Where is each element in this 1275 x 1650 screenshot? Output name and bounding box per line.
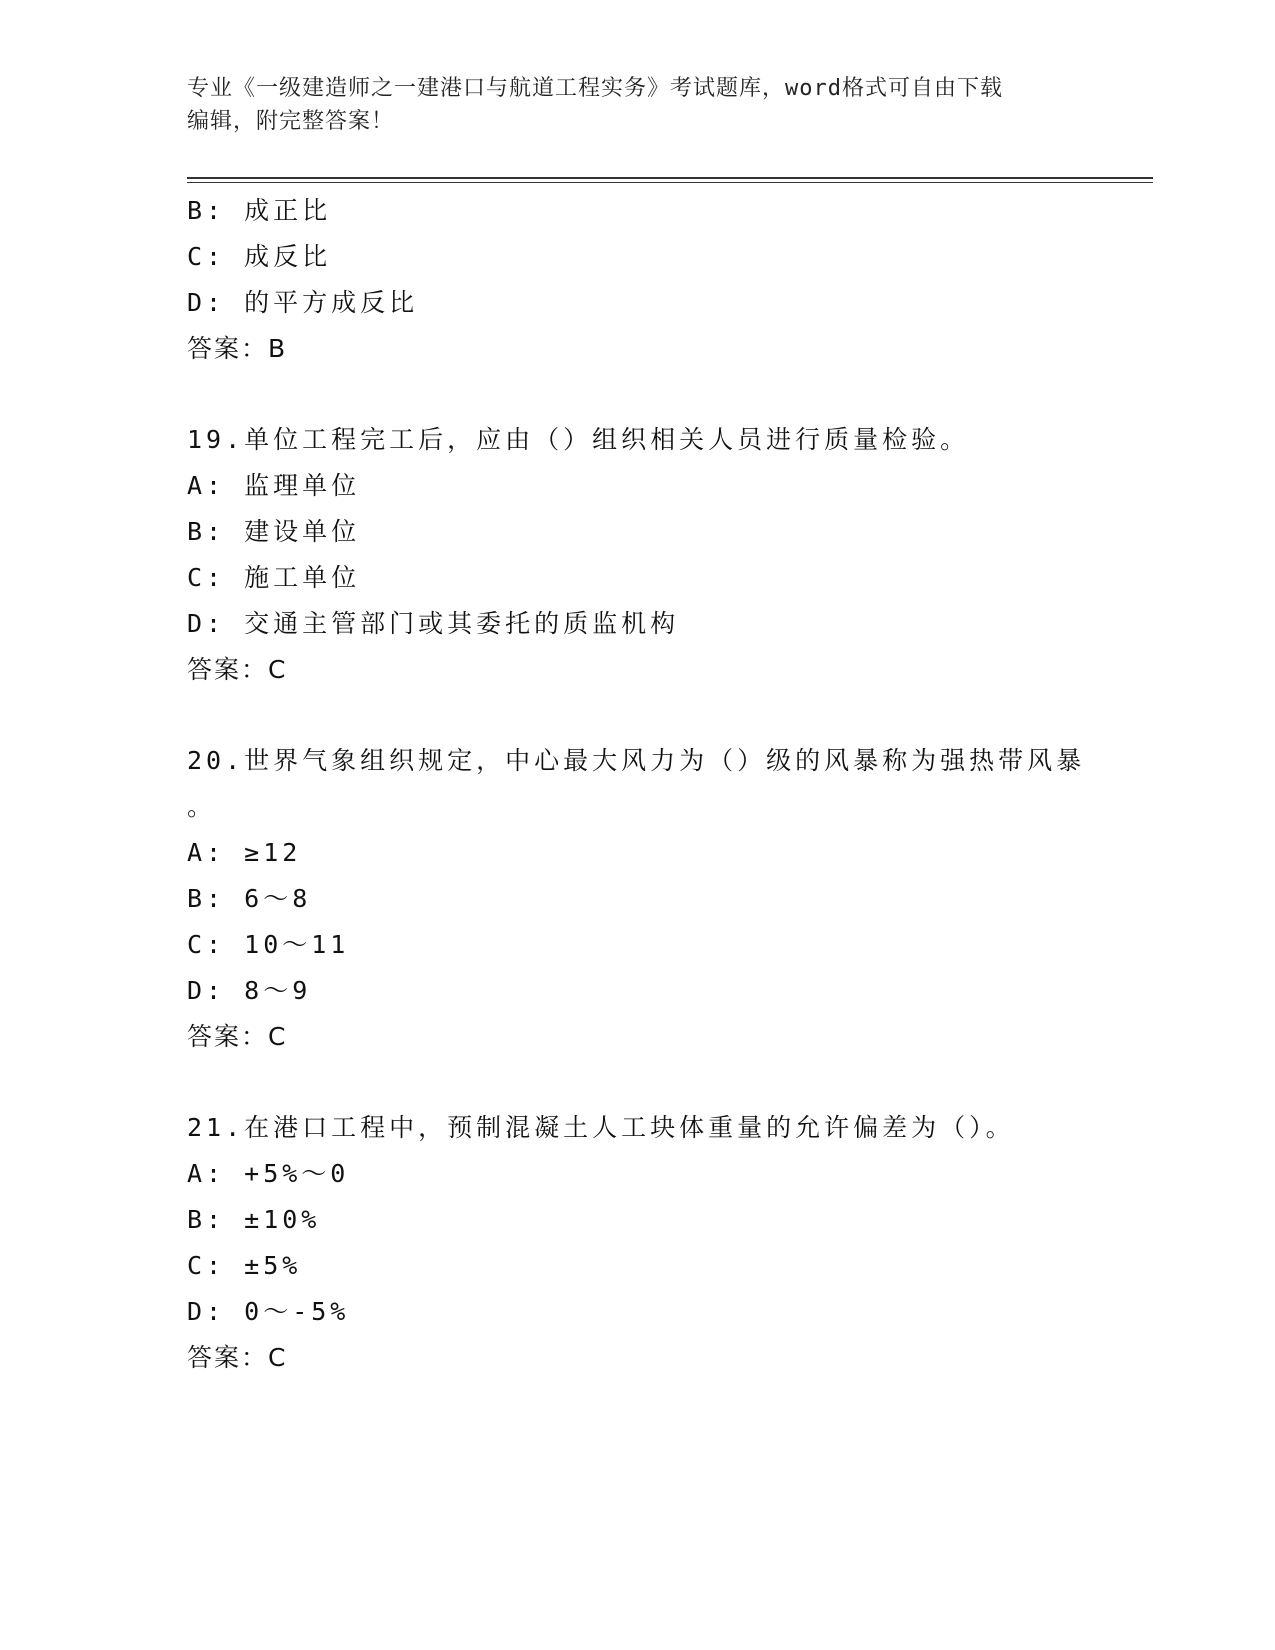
question-list [187, 188, 1147, 1381]
option-d: D: 的平方成反比 [187, 288, 419, 317]
option-c: C: 施工单位 [187, 563, 361, 592]
header-line-2: 编辑，附完整答案！ [187, 109, 395, 134]
option-c: C: 10～11 [187, 930, 350, 959]
answer-line: 答案：C [187, 1022, 288, 1051]
answer-line: 答案：C [187, 1343, 288, 1372]
option-b: B: ±10% [187, 1205, 321, 1234]
option-a: A: +5%～0 [187, 1159, 350, 1188]
option-b: B: 6～8 [187, 884, 312, 913]
header-divider-thin [187, 182, 1153, 183]
option-d: D: 0～-5% [187, 1297, 350, 1326]
question-text-continued: 。 [187, 792, 217, 821]
question-text: 21.在港口工程中，预制混凝土人工块体重量的允许偏差为（）。 [187, 1113, 1015, 1142]
header-divider-thick [187, 177, 1153, 179]
question-block-18 [187, 188, 1147, 372]
question-block-20 [187, 738, 1147, 1060]
option-c: C: ±5% [187, 1251, 302, 1280]
option-d: D: 交通主管部门或其委托的质监机构 [187, 609, 680, 638]
question-text: 19.单位工程完工后，应由（）组织相关人员进行质量检验。 [187, 425, 970, 454]
option-d: D: 8～9 [187, 976, 312, 1005]
option-a: A: 监理单位 [187, 471, 361, 500]
option-a: A: ≥12 [187, 838, 302, 867]
option-c: C: 成反比 [187, 242, 332, 271]
question-text: 20.世界气象组织规定，中心最大风力为（）级的风暴称为强热带风暴 [187, 746, 1086, 775]
document-header [187, 72, 1067, 138]
question-block-21 [187, 1105, 1147, 1381]
option-b: B: 建设单位 [187, 517, 361, 546]
question-block-19 [187, 417, 1147, 693]
answer-line: 答案：B [187, 334, 288, 363]
answer-line: 答案：C [187, 655, 288, 684]
option-b: B: 成正比 [187, 196, 332, 225]
header-line-1: 专业《一级建造师之一建港口与航道工程实务》考试题库，word格式可自由下载 [187, 76, 1003, 101]
